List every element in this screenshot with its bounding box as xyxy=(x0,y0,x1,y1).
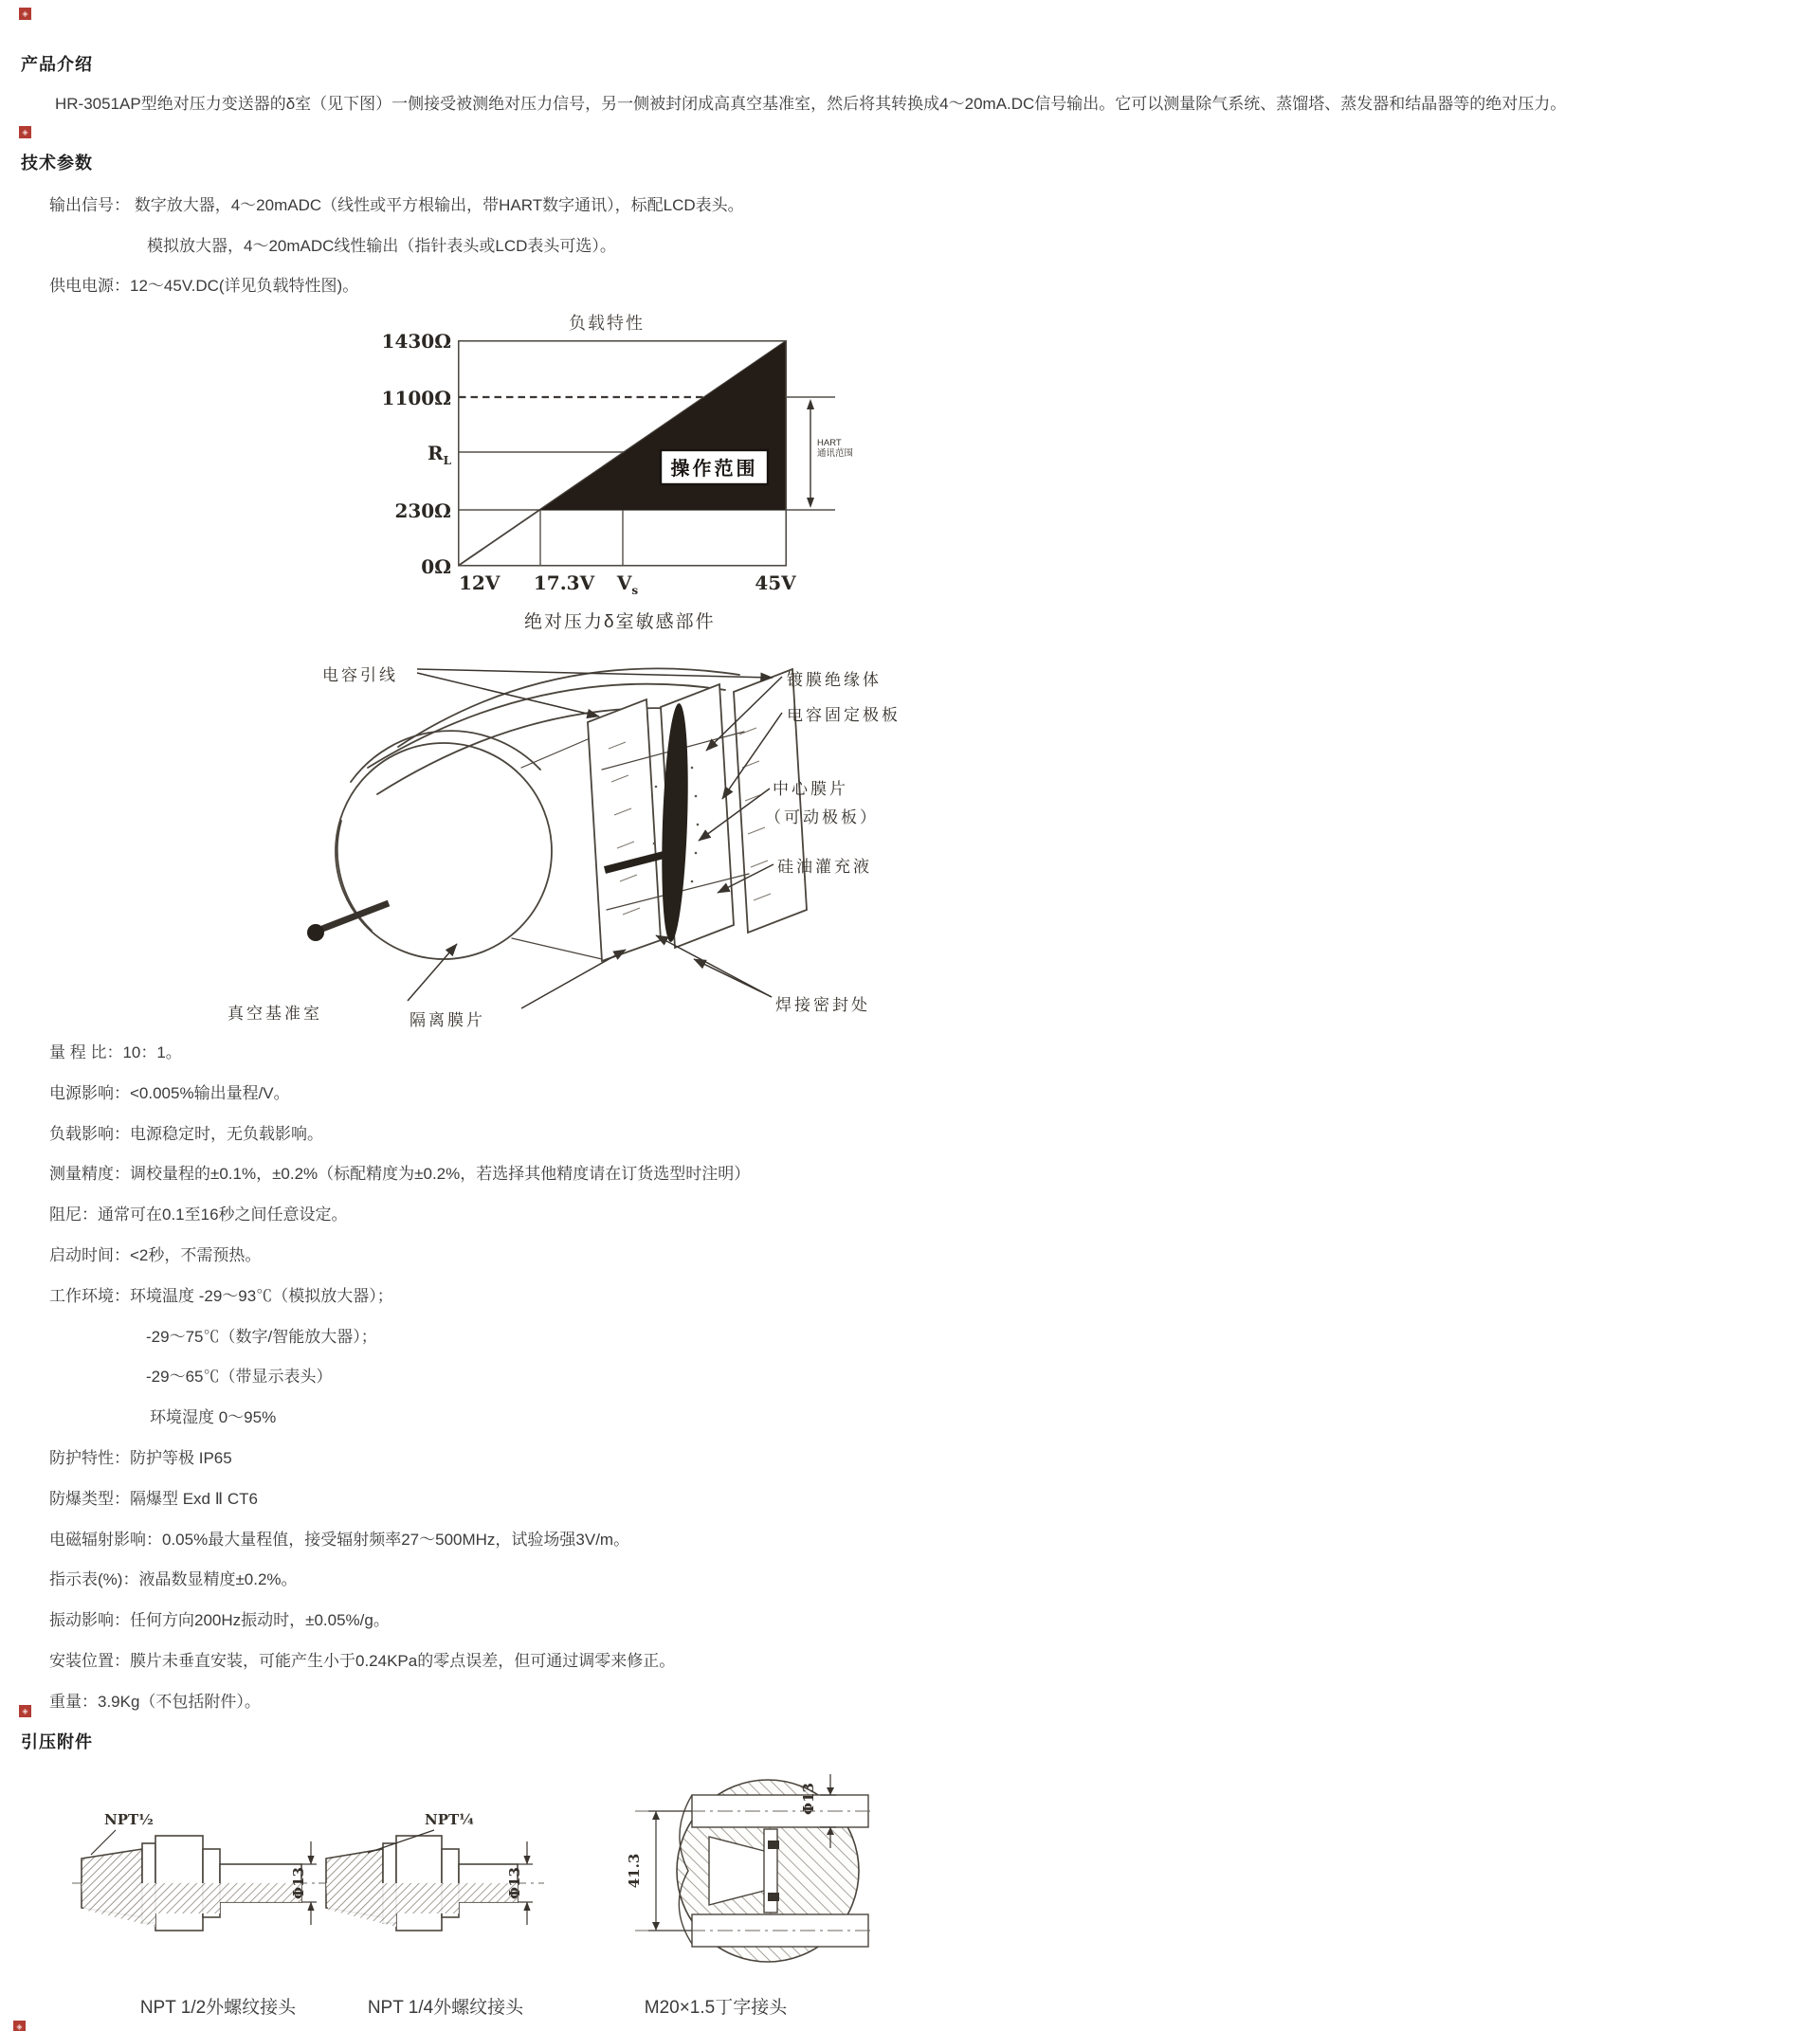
dim-phi13: Φ13 xyxy=(290,1867,307,1899)
param-line: 重量：3.9Kg（不包括附件）。 xyxy=(49,1692,261,1711)
x-tick-12v: 12V xyxy=(459,571,500,594)
x-tick-17-3v: 17.3V xyxy=(533,571,595,594)
spec-output-signal-2: 模拟放大器，4～20mADC线性输出（指针表头或LCD表头可选）。 xyxy=(147,237,616,255)
param-line: 电磁辐射影响：0.05%最大量程值，接受辐射频率27～500MHz，试验场强3V/m。 xyxy=(49,1530,630,1549)
label-lead-wire: 电容引线 xyxy=(322,666,398,685)
param-line: 量 程 比：10：1。 xyxy=(49,1043,182,1061)
label-movable-plate: （可动极板） xyxy=(765,808,879,827)
parameter-list xyxy=(49,1033,1471,1723)
section-marker-icon: ◈ xyxy=(19,1705,31,1717)
label-coated-insulator: 镀膜绝缘体 xyxy=(787,671,882,690)
label-silicone-oil: 硅油灌充液 xyxy=(777,858,872,877)
param-line: 负载影响：电源稳定时，无负载影响。 xyxy=(49,1124,323,1143)
y-tick-0: 0Ω xyxy=(421,555,451,578)
param-line: 防爆类型：隔爆型 Exd Ⅱ CT6 xyxy=(49,1489,258,1508)
param-line: -29～75℃（数字/智能放大器）； xyxy=(146,1327,377,1346)
param-line: 振动影响：任何方向200Hz振动时，±0.05%/g。 xyxy=(49,1611,390,1630)
label-fixed-plate: 电容固定极板 xyxy=(787,706,901,725)
spec-output-signal-1: 输出信号： 数字放大器，4～20mADC（线性或平方根输出，带HART数字通讯），标配LCD表头。 xyxy=(49,196,744,214)
label-center-diaphragm: 中心膜片 xyxy=(773,780,848,799)
param-line: 防护特性：防护等极 IP65 xyxy=(49,1448,232,1467)
fitting-drawing-npt-half xyxy=(66,1796,332,1962)
hart-annotation-line1: HART xyxy=(817,438,842,448)
hart-annotation-line2: 通讯范围 xyxy=(817,448,854,459)
label-isolation-diaphragm: 隔离膜片 xyxy=(410,1011,485,1030)
chart-title: 负载特性 xyxy=(569,314,645,333)
section-marker-icon: ◈ xyxy=(19,126,31,138)
dim-phi13: Φ13 xyxy=(506,1867,523,1899)
section-marker-icon: ◈ xyxy=(13,2021,26,2031)
param-line: -29～65℃（带显示表头） xyxy=(146,1368,333,1387)
x-tick-45v: 45V xyxy=(755,571,796,594)
spec-power-supply: 供电电源：12～45V.DC(详见负载特性图)。 xyxy=(49,277,359,295)
thread-label-npt-half: NPT½ xyxy=(104,1811,154,1828)
fitting-drawing-m20-tee xyxy=(578,1746,872,1997)
dim-phi13: Φ13 xyxy=(800,1783,817,1815)
param-line: 电源影响：<0.005%输出量程/V。 xyxy=(49,1083,290,1102)
y-tick-rl: $R_L$ xyxy=(427,442,451,467)
load-characteristic-chart xyxy=(458,340,856,568)
param-line: 环境湿度 0～95% xyxy=(150,1408,277,1427)
fitting-caption-npt-quarter: NPT 1/4外螺纹接头 xyxy=(367,1998,524,2018)
param-line: 安装位置：膜片未垂直安装，可能产生小于0.24KPa的零点误差，但可通过调零来修正。 xyxy=(49,1651,676,1670)
y-tick-230: 230Ω xyxy=(394,499,451,522)
sensor-diagram-title: 绝对压力δ室敏感部件 xyxy=(524,612,716,632)
dim-41-3: 41.3 xyxy=(626,1853,643,1889)
intro-paragraph: HR-3051AP型绝对压力变送器的δ室（见下图）一侧接受被测绝对压力信号，另一侧被封闭成高真空基准室，然后将其转换成4～20mA.DC信号输出。它可以测量除气系统、蒸馏塔、蒸发器和结晶器等的绝对压力。 xyxy=(55,95,1567,113)
section-marker-icon: ◈ xyxy=(19,8,31,20)
x-tick-vs: $V_s$ xyxy=(616,571,639,597)
fitting-caption-npt-half: NPT 1/2外螺纹接头 xyxy=(139,1998,297,2018)
param-line: 启动时间：<2秒，不需预热。 xyxy=(49,1245,262,1264)
thread-label-npt-quarter: NPT¼ xyxy=(425,1811,474,1828)
label-weld-seal: 焊接密封处 xyxy=(775,996,870,1015)
param-line: 阻尼：通常可在0.1至16秒之间任意设定。 xyxy=(49,1206,348,1224)
y-tick-1430: 1430Ω xyxy=(381,330,451,353)
fittings-title: 引压附件 xyxy=(21,1732,93,1751)
intro-title: 产品介绍 xyxy=(21,55,93,74)
param-line: 工作环境：环境温度 -29～93℃（模拟放大器）； xyxy=(49,1286,393,1305)
param-line: 指示表(%)：液晶数显精度±0.2%。 xyxy=(49,1570,298,1589)
y-tick-1100: 1100Ω xyxy=(381,387,451,409)
fitting-drawing-npt-quarter xyxy=(313,1796,550,1962)
tech-title: 技术参数 xyxy=(21,154,93,172)
label-vacuum-chamber: 真空基准室 xyxy=(228,1005,322,1024)
param-line: 测量精度：调校量程的±0.1%，±0.2%（标配精度为±0.2%，若选择其他精度请在订货选型时注明） xyxy=(49,1165,751,1184)
operating-region-label: 操作范围 xyxy=(670,459,758,480)
fitting-caption-m20-tee: M20×1.5丁字接头 xyxy=(644,1998,788,2018)
